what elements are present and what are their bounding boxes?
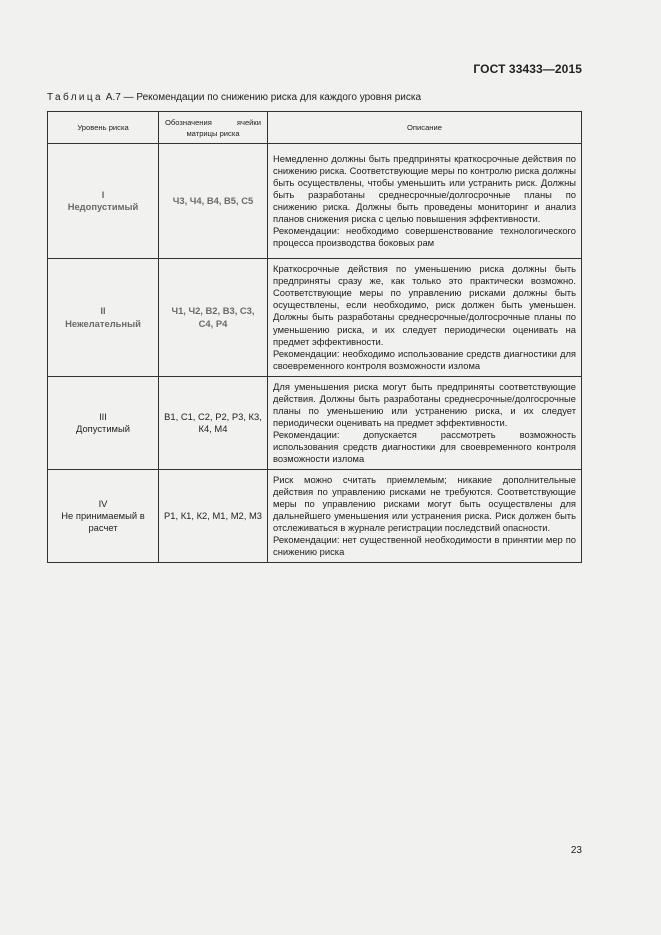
risk-numeral: I — [101, 188, 105, 200]
matrix-cells: В1, С1, С2, Р2, Р3, К3, К4, М4 — [159, 377, 268, 470]
risk-level-name: Нежелательный — [65, 317, 141, 329]
table-row — [48, 470, 582, 563]
table-row — [48, 259, 582, 377]
header-description: Описание — [268, 112, 582, 144]
risk-level-cell — [48, 259, 159, 377]
risk-numeral: II — [100, 305, 106, 317]
header-cells-line2: матрицы риска — [186, 128, 240, 138]
description-text: Немедленно должны быть предприняты краткосрочные действия по снижению риска. Соответствующие меры по контролю риска должны быть осуществлены, чтобы уменьшить или устранить риск. Должны быть разработаны среднесрочные/долгосрочные планы по снижению риска. Должны быть проведены мониторинг и анализ планов снижения риска с целью повышения эффективности. — [273, 152, 576, 225]
risk-numeral: III — [99, 410, 107, 422]
description-cell — [268, 470, 582, 563]
recommendation-text: Рекомендации: нет существенной необходимости в принятии мер по снижению риска — [273, 534, 576, 558]
description-text: Риск можно считать приемлемым; никакие дополнительные действия по управлению рисками не требуются. Соответствующие меры по управлению рисками могут быть осуществлены для дальнейшего уменьшения или устранения риска. Риск должен быть отслеживаться в журнале регистрации последствий опасности. — [273, 473, 576, 534]
recommendation-text: Рекомендации: необходимо совершенствование технологического процесса производства боковых рам — [273, 225, 576, 249]
matrix-cells: Р1, К1, К2, М1, М2, М3 — [159, 470, 268, 563]
standard-header: ГОСТ 33433—2015 — [473, 62, 582, 76]
header-matrix-cells — [159, 112, 268, 144]
table-row — [48, 377, 582, 470]
description-cell — [268, 144, 582, 259]
caption-number: А.7 — [105, 92, 121, 103]
risk-numeral: IV — [98, 497, 108, 509]
table-header-row — [48, 112, 582, 144]
risk-level-cell — [48, 144, 159, 259]
description-text: Краткосрочные действия по уменьшению риска должны быть предприняты сразу же, как только это практически возможно. Соответствующие меры по управлению рисками должны быть осуществлены, если необходимо, риск должен быть уменьшен. Должны быть разработаны среднесрочные/долгосрочные планы по уменьшению риска, и их следует периодически оценивать на предмет эффективности. — [273, 263, 576, 347]
description-text: Для уменьшения риска могут быть предприняты соответствующие действия. Должны быть разработаны среднесрочные/долгосрочные планы по уменьшению или устранению риска, и их следует периодически оценивать на предмет эффективности. — [273, 380, 576, 428]
table-row — [48, 144, 582, 259]
risk-level-name: Допустимый — [76, 423, 130, 434]
header-cells-word2: ячейки — [236, 117, 261, 127]
header-risk-level: Уровень риска — [48, 112, 159, 144]
table-caption — [47, 92, 421, 103]
matrix-cells: Ч3, Ч4, В4, В5, С5 — [159, 144, 268, 259]
description-cell — [268, 259, 582, 377]
caption-text: — Рекомендации по снижению риска для каждого уровня риска — [120, 92, 422, 103]
risk-recommendations-table — [47, 111, 582, 563]
recommendation-text: Рекомендации: допускается рассмотреть возможность использования средств диагностики для своевременного контроля возможности излома — [273, 429, 576, 465]
risk-level-name: Недопустимый — [67, 201, 139, 212]
caption-prefix: Таблица — [47, 92, 104, 103]
header-cells-word1: Обозначения — [165, 117, 212, 127]
risk-level-cell — [48, 377, 159, 470]
recommendation-text: Рекомендации: необходимо использование средств диагностики для своевременного контроля возможности излома — [273, 347, 576, 371]
risk-level-cell — [48, 470, 159, 563]
description-cell — [268, 377, 582, 470]
risk-level-name: Не принимаемый в расчет — [61, 509, 145, 534]
page-number: 23 — [570, 845, 582, 856]
matrix-cells: Ч1, Ч2, В2, В3, С3, С4, Р4 — [159, 259, 268, 377]
